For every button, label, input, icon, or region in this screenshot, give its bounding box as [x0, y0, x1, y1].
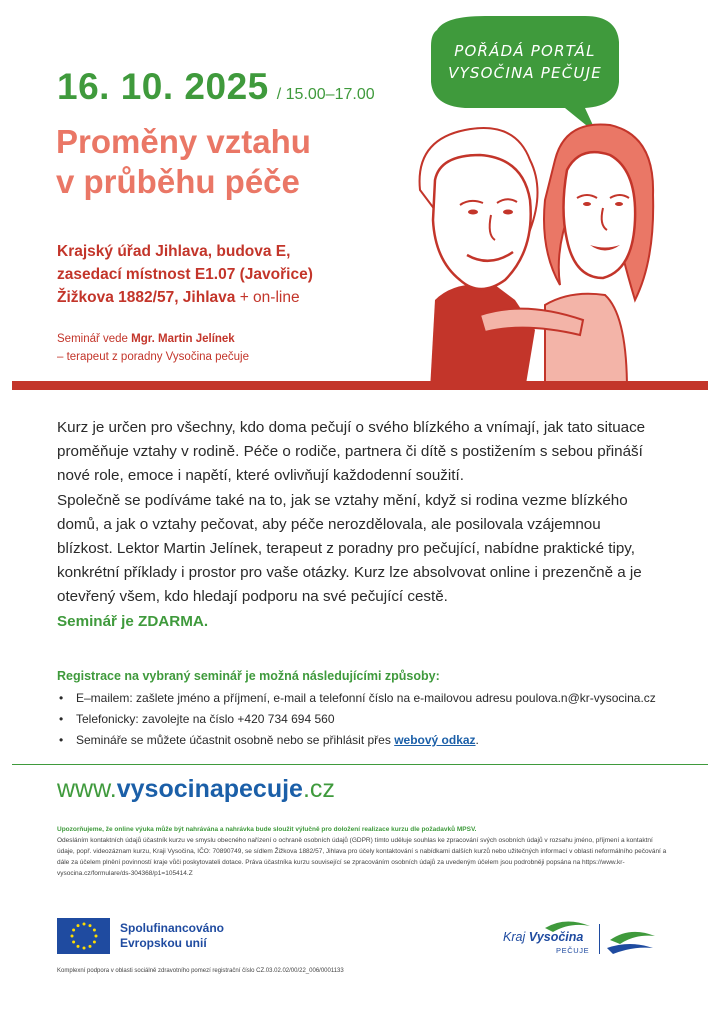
date-line — [57, 66, 375, 108]
venue — [57, 240, 313, 309]
eu-line-2: Evropskou unií — [120, 936, 207, 950]
description-paragraph-2: Společně se podíváme také na to, jak se vztahy mění, když si rodina vezme blízkého domů, a jak o vztahy pečovat, aby péče nerozdělovala, ale posilovala vzájemnou blízkost. Lektor Martin Jelínek, terapeut z poradny pro pečující, nabídne praktické tipy, konkrétní příklady i prostor pro vaše otázky. Kurz lze absolvovat online i prezenčně a je otevřený všem, kdo hledají podporu na své pečující cestě. — [57, 491, 642, 606]
caregiver-illustration — [405, 100, 665, 390]
website-brand: vysocinapecuje — [116, 775, 303, 803]
registration — [57, 669, 677, 751]
green-divider — [12, 764, 708, 765]
venue-line-1: Krajský úřad Jihlava, budova E, — [57, 243, 291, 260]
event-title — [56, 122, 311, 202]
eu-line-1: Spolufinancováno — [120, 921, 225, 935]
lecturer-prefix: Seminář vede — [57, 333, 128, 345]
title-line-1: Proměny vztahu — [56, 123, 311, 160]
kraj-prefix: Kraj — [503, 930, 529, 944]
notice-text: Odesláním kontaktních údajů účastník kurzu ve smyslu obecného nařízení o ochraně osobních údajů (GDPR) tímto uděluje souhlas ke zpracování svých osobních údajů v rozsahu jméno, příjmení a kontaktní údaje, popř. videozáznam kurzu, Kraji Vysočina, IČO: 70890749, se sídlem Žižkova 1882/57, Jihlava pro účely kontaktování s nabídkami dalších kurzů nebo užitečných informací v oblasti neformálního pečování a dále za účelem plnění povinností kraje vůči poskytovateli dotace. Práva účastníka kurzu související se zpracováním osobních údajů za uvedeným účelem jsou podrobněji popsána na https://www.kr-vysocina.cz/formulare/ds-304368/p1=105414.Z — [57, 837, 667, 877]
event-date: 16. 10. 2025 — [57, 66, 269, 107]
registration-web-prefix: Semináře se můžete účastnit osobně nebo se přihlásit přes — [76, 733, 391, 747]
registration-web-link[interactable]: webový odkaz — [394, 733, 476, 747]
title-line-2: v průběhu péče — [56, 163, 300, 200]
eu-flag-icon — [57, 918, 110, 954]
red-divider — [12, 381, 708, 390]
venue-line-3: Žižkova 1882/57, Jihlava — [57, 289, 236, 306]
gdpr-notice — [57, 824, 669, 879]
bubble-line-2: VYSOČINA PEČUJE — [448, 64, 602, 82]
venue-line-2: zasedací místnost E1.07 (Javořice) — [57, 266, 313, 283]
kraj-vysocina-logo — [495, 918, 665, 960]
venue-line-3-wrap — [57, 286, 313, 309]
event-time: / 15.00–17.00 — [276, 86, 375, 103]
registration-web — [57, 730, 677, 751]
kraj-sub: PEČUJE — [556, 946, 590, 955]
kraj-divider — [599, 924, 600, 954]
website-prefix: www. — [57, 775, 117, 803]
registration-web-suffix: . — [475, 733, 479, 747]
footer-registration: Komplexní podpora v oblasti sociálně zdravotního pomezí registrační číslo CZ.03.02.02/00/22_006/0001133 — [57, 968, 344, 974]
eu-logo — [57, 918, 224, 954]
lecturer-name: Mgr. Martin Jelínek — [131, 333, 235, 345]
website-url[interactable] — [57, 775, 335, 804]
venue-online: + on-line — [239, 289, 300, 306]
notice-title: Upozorňujeme, že online výuka může být nahrávána a nahrávka bude sloužit výlučně pro doložení realizace kurzu dle požadavků MPSV. — [57, 826, 477, 833]
registration-email: • E–mailem: zašlete jméno a příjmení, e-mail a telefonní číslo na e-mailovou adresu poulova.n@kr-vysocina.cz — [57, 688, 677, 709]
description — [57, 416, 657, 634]
bubble-line-1: POŘÁDÁ PORTÁL — [454, 42, 596, 60]
registration-title: Registrace na vybraný seminář je možná následujícími způsoby: — [57, 669, 440, 683]
registration-phone: • Telefonicky: zavolejte na číslo +420 734 694 560 — [57, 709, 677, 730]
kraj-name: Vysočina — [528, 930, 584, 944]
lecturer — [57, 330, 249, 366]
website-suffix: .cz — [302, 775, 335, 803]
free-notice: Seminář je ZDARMA. — [57, 612, 209, 630]
lecturer-role: – terapeut z poradny Vysočina pečuje — [57, 351, 250, 363]
description-paragraph-1: Kurz je určen pro všechny, kdo doma pečují o svého blízkého a vnímají, jak tato situace proměňuje vztahy v rodině. Péče o rodiče, partnera či dítě s postižením s sebou přináší nové role, emoce i napětí, které ovlivňují každodenní soužití. — [57, 419, 646, 485]
registration-list — [57, 688, 677, 751]
